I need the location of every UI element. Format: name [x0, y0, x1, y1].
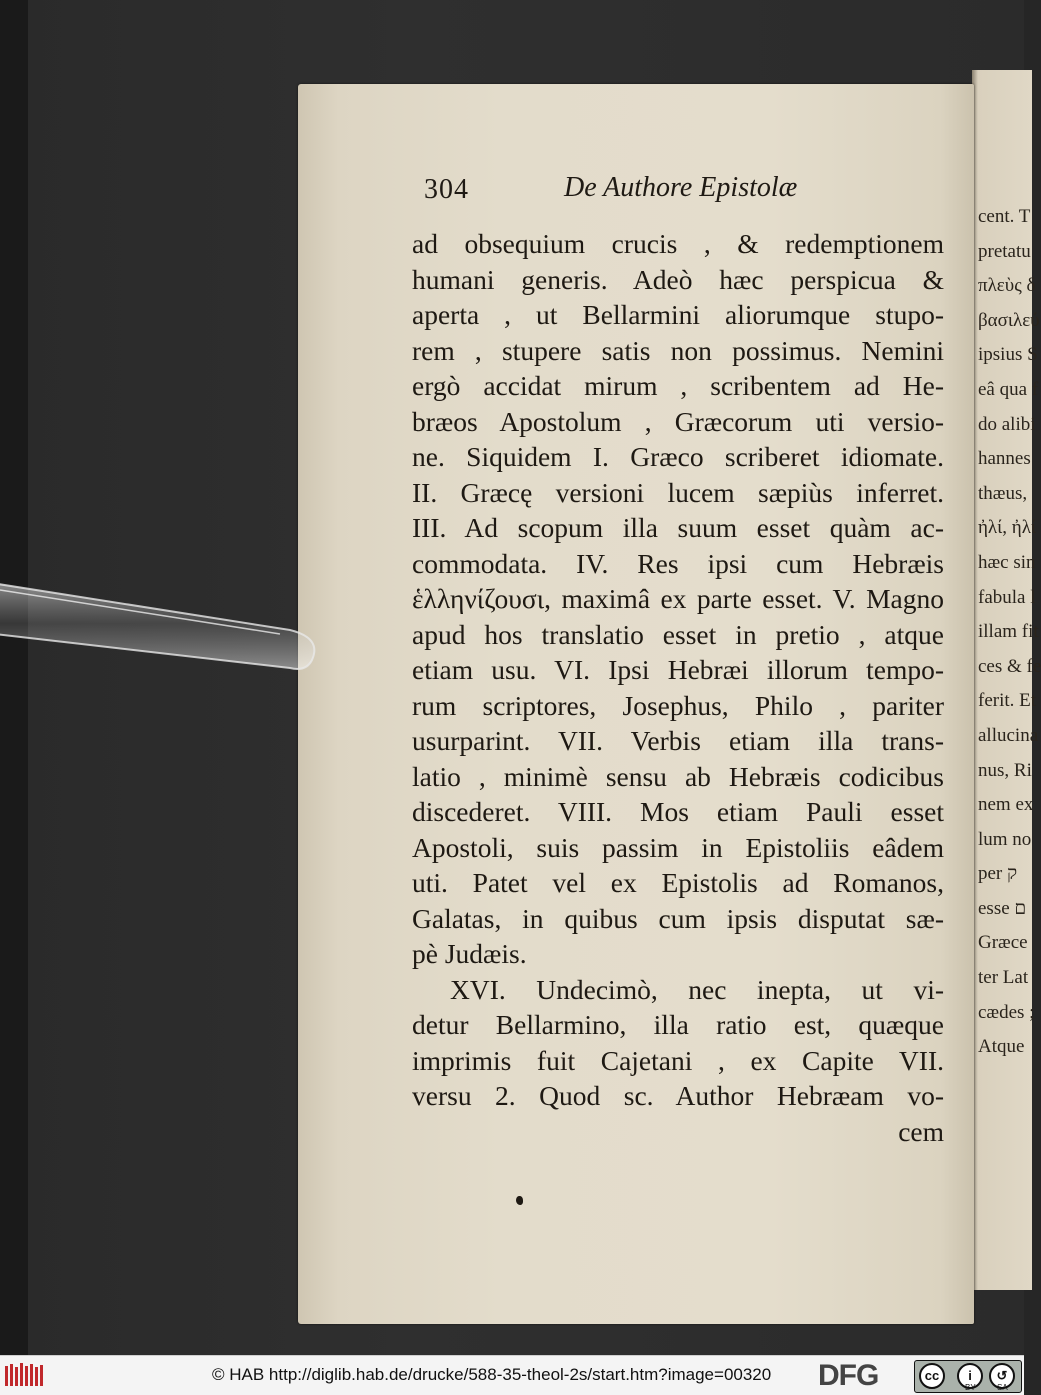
by-label: BY — [965, 1383, 976, 1392]
catchword: cem — [898, 1115, 944, 1147]
glass-page-holder — [0, 560, 320, 670]
text-line: III. Ad scopum illa suum esset quàm ac- — [412, 512, 944, 543]
text-line: detur Bellarmino, illa ratio est, quæque — [412, 1009, 944, 1040]
next-page-line: nus, Ri — [978, 759, 1032, 781]
sa-icon: ↺ — [989, 1363, 1015, 1389]
next-page-line: πλεὺς δ — [978, 275, 1036, 297]
next-page-line: ferit. Et — [978, 690, 1037, 712]
text-line: imprimis fuit Cajetani , ex Capite VII. — [412, 1044, 944, 1076]
dfg-logo: DFG — [818, 1359, 879, 1392]
text-line: ne. Siquidem I. Græco scriberet idiomate. — [412, 441, 944, 472]
cc-license-badge[interactable] — [914, 1360, 1022, 1393]
text-line: ad obsequium crucis , & redemptionem — [412, 228, 944, 259]
sa-label: SA — [997, 1383, 1008, 1392]
next-page-line: cent. T — [978, 206, 1031, 227]
text-line: humani generis. Adeò hæc perspicua & — [412, 263, 944, 295]
text-line: etiam usu. VI. Ipsi Hebræi illorum tempo- — [412, 654, 944, 685]
next-page-line: Græce — [978, 932, 1028, 954]
running-head: De Authore Epistolæ — [564, 172, 798, 203]
next-page-line: lum no — [978, 828, 1032, 850]
next-page-line: ipsius S — [978, 344, 1038, 366]
text-line: bræos Apostolum , Græcorum uti versio- — [412, 405, 944, 437]
backdrop-edge — [0, 0, 28, 1355]
next-page-line: nem ex — [978, 794, 1034, 816]
next-page-line: thæus, — [978, 482, 1028, 504]
ink-mark — [516, 1196, 523, 1205]
hab-logo-icon — [4, 1362, 44, 1388]
text-line: ergò accidat mirum , scribentem ad He- — [412, 370, 944, 401]
text-line: ἑλληνίζουσι, maximâ ex parte esset. V. Magno — [412, 583, 944, 614]
next-page-fragment — [978, 200, 1041, 1065]
page-header — [424, 172, 944, 212]
cc-icon: cc — [919, 1363, 945, 1389]
text-line: Apostoli, suis passim in Epistoliis eâdem — [412, 831, 944, 863]
text-line: rum scriptores, Josephus, Philo , pariter — [412, 689, 944, 721]
next-page-line: eâ qua f — [978, 378, 1039, 400]
next-page-line: Atque — [978, 1036, 1025, 1058]
text-line: usurparint. VII. Verbis etiam illa trans- — [412, 725, 944, 756]
text-line: aperta , ut Bellarmini aliorumque stupo- — [412, 299, 944, 330]
text-line: apud hos translatio esset in pretio , atque — [412, 618, 944, 650]
text-line: pè Judæis. — [412, 938, 527, 969]
next-page-line: pretatu — [978, 240, 1031, 262]
attribution-link[interactable]: © HAB http://diglib.hab.de/drucke/588-35-theol-2s/start.htm?image=00320 — [212, 1365, 772, 1384]
next-page-line: do alibi — [978, 413, 1036, 435]
next-page-line: allucina — [978, 724, 1039, 746]
text-line: rem , stupere satis non possimus. Nemini — [412, 334, 944, 366]
by-icon: i — [957, 1363, 983, 1389]
next-page-line: ter Lat — [978, 967, 1029, 989]
text-line: XVI. Undecimò, nec inepta, ut vi- — [450, 973, 944, 1005]
next-page-line: hæc sin — [978, 551, 1036, 573]
body-text — [412, 226, 944, 1149]
next-page-line: esse ם — [978, 897, 1027, 919]
attribution-bar — [0, 1355, 1024, 1395]
text-line: uti. Patet vel ex Epistolis ad Romanos, — [412, 867, 944, 898]
next-page-line: fabula l — [978, 586, 1036, 608]
text-line: commodata. IV. Res ipsi cum Hebræis — [412, 547, 944, 579]
text-line: II. Græcę versioni lucem sæpiùs inferret. — [412, 476, 944, 508]
text-line: discederet. VIII. Mos etiam Pauli esset — [412, 796, 944, 827]
next-page-line: per ק — [978, 863, 1018, 885]
text-line: Galatas, in quibus cum ipsis disputat sæ- — [412, 902, 944, 934]
next-page-line: βασιλεύ — [978, 309, 1040, 331]
next-page-line: hannes — [978, 448, 1031, 470]
next-page-line: illam fit — [978, 621, 1039, 643]
next-page-line: cædes ; — [978, 1001, 1035, 1023]
next-page-line: ἠλί, ἠλί — [978, 517, 1037, 539]
text-line: versu 2. Quod sc. Author Hebræam vo- — [412, 1080, 944, 1111]
next-page-line: ces & fe — [978, 655, 1041, 677]
page-number: 304 — [424, 174, 469, 205]
text-line: latio , minimè sensu ab Hebræis codicibus — [412, 760, 944, 792]
